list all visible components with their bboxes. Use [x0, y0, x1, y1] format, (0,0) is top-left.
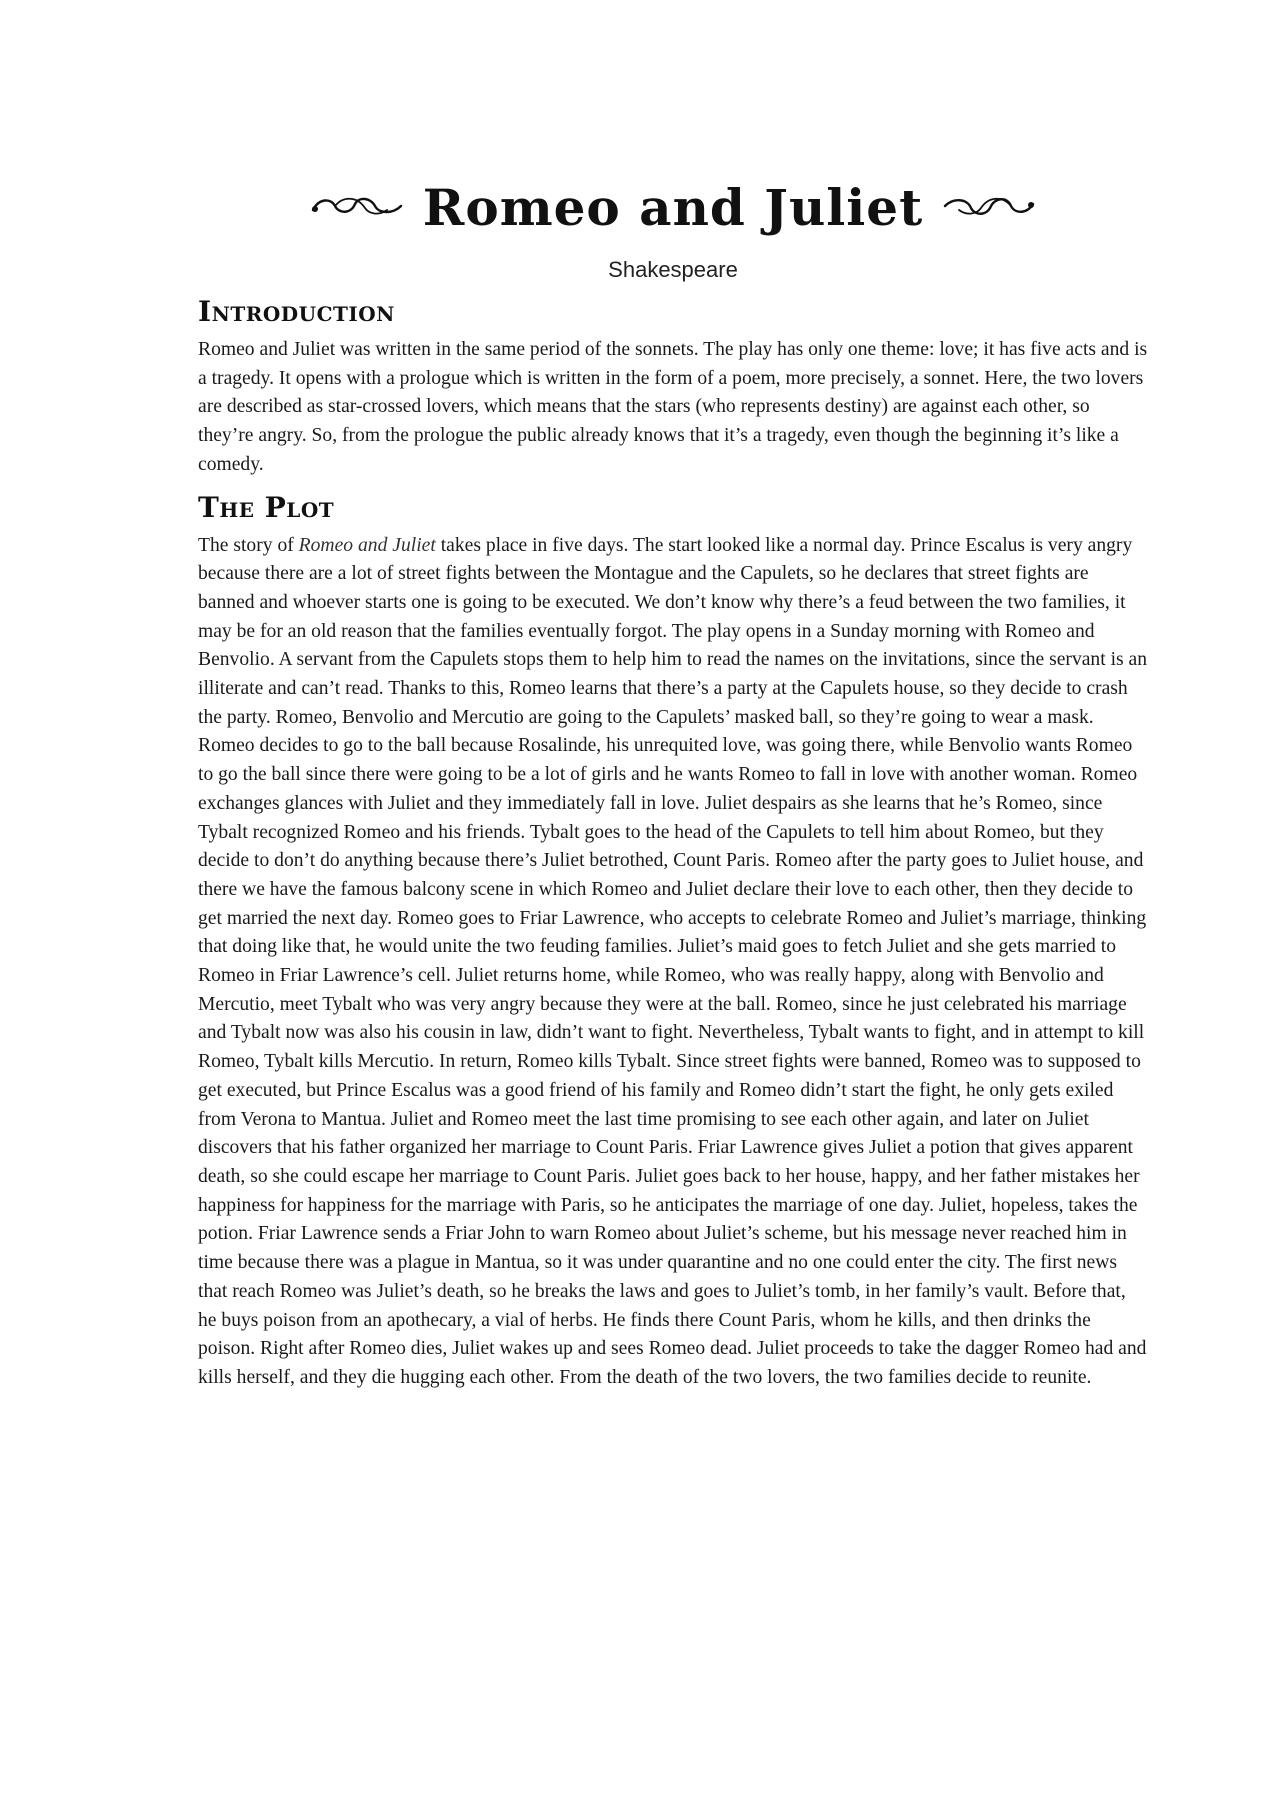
document-subtitle: Shakespeare [608, 257, 738, 282]
section-heading-plot: The Plot [198, 490, 335, 524]
section-heading-introduction: Introduction [198, 295, 395, 328]
right-flourish-icon [941, 192, 1037, 222]
plot-body-italic-title: Romeo and Juliet [298, 534, 436, 556]
document-title: Romeo and Juliet [422, 177, 924, 237]
plot-body-prefix: The story of [198, 534, 299, 556]
title-row [198, 170, 1148, 244]
section-body-plot [198, 532, 1148, 1393]
left-flourish-icon [309, 192, 405, 222]
section-body-introduction: Romeo and Juliet was written in the same period of the sonnets. The play has only one theme: love; it has five acts and is a tragedy. It opens with a prologue which is written in the form of a poem, more precisely, a sonnet. Here, the two lovers are described as star-crossed lovers, which means that the stars (who represents destiny) are against each other, so they’re angry. So, from the prologue the public already knows that it’s a tragedy, even though the beginning it’s like a comedy. [198, 339, 1148, 475]
plot-body-text: takes place in five days. The start looked like a normal day. Prince Escalus is very angry because there are a lot of street fights between the Montague and the Capulets, so he declares that street fights are banned and whoever starts one is going to be executed. We don’t know why there’s a feud between the two families, it may be for an old reason that the families eventually forgot. The play opens in a Sunday morning with Romeo and Benvolio. A servant from the Capulets stops them to help him to read the names on the invitations, since the servant is an illiterate and can’t read. Thanks to this, Romeo learns that there’s a party at the Capulets house, so they decide to crash the party. Romeo, Benvolio and Mercutio are going to the Capulets’ masked ball, so they’re going to wear a mask. Romeo decides to go to the ball because Rosalinde, his unrequited love, was going there, while Benvolio wants Romeo to go the ball since there were going to be a lot of girls and he wants Romeo to fall in love with another woman. Romeo exchanges glances with Juliet and they immediately fall in love. Juliet despairs as she learns that he’s Romeo, since Tybalt recognized Romeo and his friends. Tybalt goes to the head of the Capulets to tell him about Romeo, but they decide to don’t do anything because there’s Juliet betrothed, Count Paris. Romeo after the party goes to Juliet house, and there we have the famous balcony scene in which Romeo and Juliet declare their love to each other, then they decide to get married the next day. Romeo goes to Friar Lawrence, who accepts to celebrate Romeo and Juliet’s marriage, thinking that doing like that, he would unite the two feuding families. Juliet’s maid goes to fetch Juliet and she gets married to Romeo in Friar Lawrence’s cell. Juliet returns home, while Romeo, who was really happy, along with Benvolio and Mercutio, meet Tybalt who was very angry because they were at the ball. Romeo, since he just celebrated his marriage and Tybalt now was also his cousin in law, didn’t want to fight. Nevertheless, Tybalt wants to fight, and in attempt to kill Romeo, Tybalt kills Mercutio. In return, Romeo kills Tybalt. Since street fights were banned, Romeo was to supposed to get executed, but Prince Escalus was a good friend of his family and Romeo didn’t start the fight, he only gets exiled from Verona to Mantua. Juliet and Romeo meet the last time promising to see each other again, and later on Juliet discovers that his father organized her marriage to Count Paris. Friar Lawrence gives Juliet a potion that gives apparent death, so she could escape her marriage to Count Paris. Juliet goes back to her house, happy, and her father mistakes her happiness for happiness for the marriage with Paris, so he anticipates the marriage of one day. Juliet, hopeless, takes the potion. Friar Lawrence sends a Friar John to warn Romeo about Juliet’s scheme, but his message never reached him in time because there was a plague in Mantua, so it was under quarantine and no one could enter the city. The first news that reach Romeo was Juliet’s death, so he breaks the laws and goes to Juliet’s tomb, in her family’s vault. Before that, he buys poison from an apothecary, a vial of herbs. He finds there Count Paris, whom he kills, and then drinks the poison. Right after Romeo dies, Juliet wakes up and sees Romeo dead. Juliet proceeds to take the dagger Romeo had and kills herself, and they die hugging each other. From the death of the two lovers, the two families decide to reunite. [198, 534, 1148, 1388]
document-page [198, 170, 1148, 1393]
